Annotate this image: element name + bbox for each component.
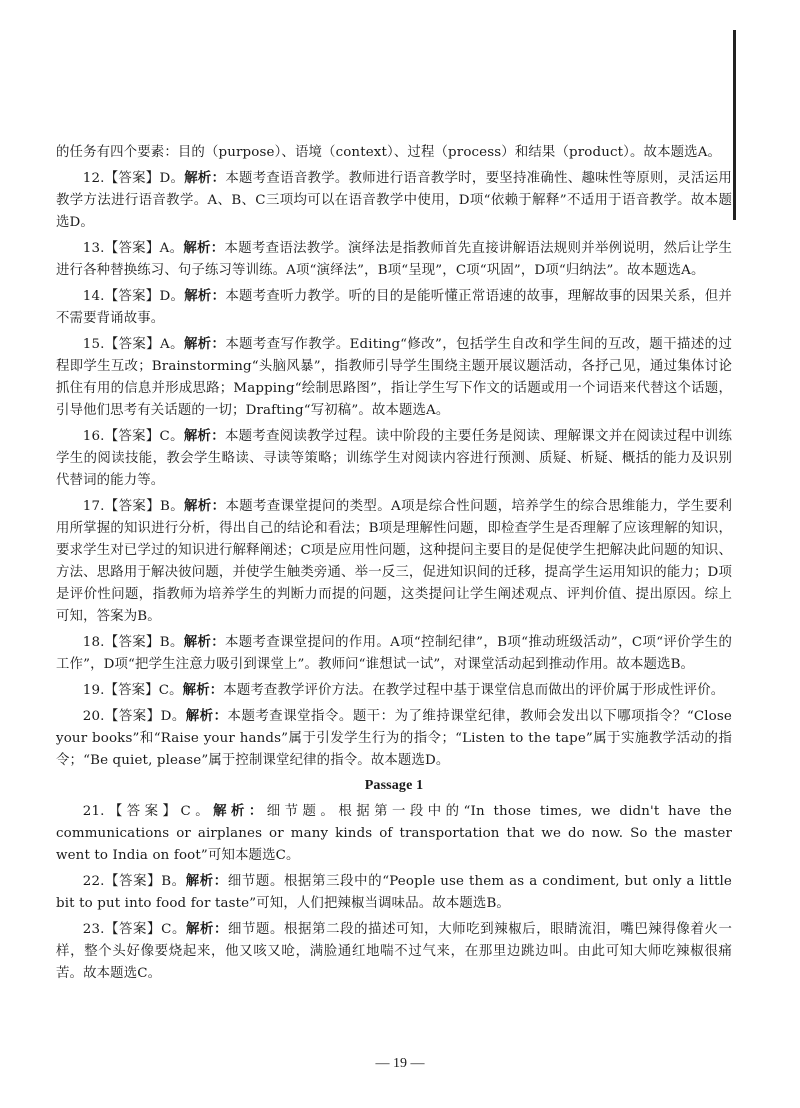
page-number: — 19 — [375,1056,425,1071]
question-number: 23. [82,922,105,937]
question-number: 21. [82,804,105,819]
answer-label: 【答案】D。 [104,289,185,304]
answer-label: 【答案】D。 [104,709,186,724]
question-number: 22. [82,874,105,889]
scan-edge-line [733,30,736,220]
analysis-label: 解析： [183,336,226,352]
answer-label: 【答案】D。 [104,171,185,186]
analysis-label: 解析： [183,634,226,650]
answer-label: 【答案】C。 [104,683,183,698]
analysis-text: 本题考查语法教学。演绎法是指教师首先直接讲解语法规则并举例说明，然后让学生进行各种替换练习、句子练习等训练。A项“演绎法”，B项“呈现”，C项“巩固”，D项“归纳法”。故本题选A。 [56,241,732,278]
answer-item [56,679,732,702]
answer-list [56,167,732,772]
question-number: 15. [82,337,105,352]
analysis-label: 解析： [184,288,226,304]
analysis-text: 细节题。根据第一段中的“In those times, we didn't have the communications or airplanes or many kinds of transportation that we do now. So the master went to India on foot”可知本题选C。 [56,804,732,863]
analysis-label: 解析： [185,873,228,889]
analysis-text: 细节题。根据第三段中的“People use them as a condiment, but only a little bit to put into food for taste”可知，人们把辣椒当调味品。故本题选B。 [56,874,732,911]
analysis-text: 本题考查教学评价方法。在教学过程中基于课堂信息而做出的评价属于形成性评价。 [223,683,725,698]
analysis-text: 本题考查阅读教学过程。读中阶段的主要任务是阅读、理解课文并在阅读过程中训练学生的阅读技能，教会学生略读、寻读等策略；训练学生对阅读内容进行预测、质疑、析疑、概括的能力及识别代替词的能力等。 [56,429,732,488]
analysis-label: 解析： [183,428,225,444]
section-title: Passage 1 [364,778,424,793]
question-number: 12. [82,171,105,186]
analysis-text: 本题考查语音教学。教师进行语音教学时，要坚持准确性、趣味性等原则，灵活运用教学方法进行语音教学。A、B、C三项均可以在语音教学中使用，D项“依赖于解释”不适用于语音教学。故本题选D。 [56,171,732,230]
analysis-text: 本题考查课堂提问的类型。A项是综合性问题，培养学生的综合思维能力，学生要利用所掌握的知识进行分析，得出自己的结论和看法；B项是理解性问题，即检查学生是否理解了应该理解的知识，要求学生对已学过的知识进行解释阐述；C项是应用性问题，这种提问主要目的是促使学生把解决此问题的知识、方法、思路用于解决彼问题，并使学生触类旁通、举一反三，促进知识间的迁移，提高学生运用知识的能力；D项是评价性问题，指教师为培养学生的判断力而提的问题，这类提问让学生阐述观点、评判价值、提出原因。综上可知，答案为B。 [56,499,733,624]
answer-label: 【答案】B。 [104,635,184,650]
answer-label: 【答案】B。 [104,499,185,514]
analysis-label: 解析： [185,921,228,937]
answer-item [56,167,732,234]
question-number: 20. [82,709,105,724]
analysis-label: 解析： [184,498,226,514]
answer-label: 【答案】C。 [104,804,214,819]
question-number: 19. [82,683,105,698]
answer-item [56,333,732,422]
answer-item [56,285,732,330]
answer-item [56,237,732,282]
analysis-text: 本题考查课堂提问的作用。A项“控制纪律”，B项“推动班级活动”，C项“评价学生的工作”，D项“把学生注意力吸引到课堂上”。教师问“谁想试一试”，对课堂活动起到推动作用。故本题选B。 [56,635,732,672]
question-number: 16. [82,429,105,444]
answer-label: 【答案】C。 [104,429,184,444]
analysis-text: 本题考查课堂指令。题干：为了维持课堂纪律，教师会发出以下哪项指令？“Close your books”和“Raise your hands”属于引发学生行为的指令；“Listen to the tape”属于实施教学活动的指令；“Be quiet, please”属于控制课堂纪律的指令。故本题选D。 [56,709,732,768]
question-number: 14. [82,289,105,304]
analysis-text: 细节题。根据第二段的描述可知，大师吃到辣椒后，眼睛流泪，嘴巴辣得像着火一样，整个头好像要烧起来，他又咳又呛，满脸通红地喘不过气来，在那里边跳边叫。由此可知大师吃辣椒很痛苦。故本题选C。 [56,922,732,981]
answer-item [56,425,732,492]
answer-label: 【答案】A。 [104,337,184,352]
analysis-label: 解析： [183,240,225,256]
intro-paragraph: 的任务有四个要素：目的（purpose）、语境（context）、过程（process）和结果（product）。故本题选A。 [56,145,722,160]
answer-item [56,918,732,985]
answer-item [56,495,732,628]
answer-item [56,631,732,676]
answer-label: 【答案】C。 [104,922,186,937]
analysis-label: 解析： [182,682,224,698]
analysis-text: 本题考查写作教学。Editing“修改”，包括学生自改和学生间的互改，题干描述的过程即学生互改；Brainstorming“头脑风暴”，指教师引导学生围绕主题开展议题活动，各抒己见，通过集体讨论抓住有用的信息并形成思路；Mapping“绘制思路图”，指让学生写下作文的话题或用一个词语来代替这个话题，引导他们思考有关话题的一切；Drafting“写初稿”。故本题选A。 [56,337,732,418]
analysis-text: 本题考查听力教学。听的目的是能听懂正常语速的故事，理解故事的因果关系，但并不需要背诵故事。 [56,289,732,326]
question-number: 13. [82,241,105,256]
analysis-label: 解析： [213,803,267,819]
answer-label: 【答案】A。 [104,241,184,256]
answer-item [56,705,732,772]
answer-page-body [56,142,732,988]
question-number: 17. [82,499,105,514]
answer-label: 【答案】B。 [104,874,186,889]
question-number: 18. [82,635,105,650]
analysis-label: 解析： [185,708,228,724]
answer-item [56,800,732,867]
analysis-label: 解析： [184,170,226,186]
answer-list-passage-1 [56,800,732,985]
answer-item [56,870,732,915]
